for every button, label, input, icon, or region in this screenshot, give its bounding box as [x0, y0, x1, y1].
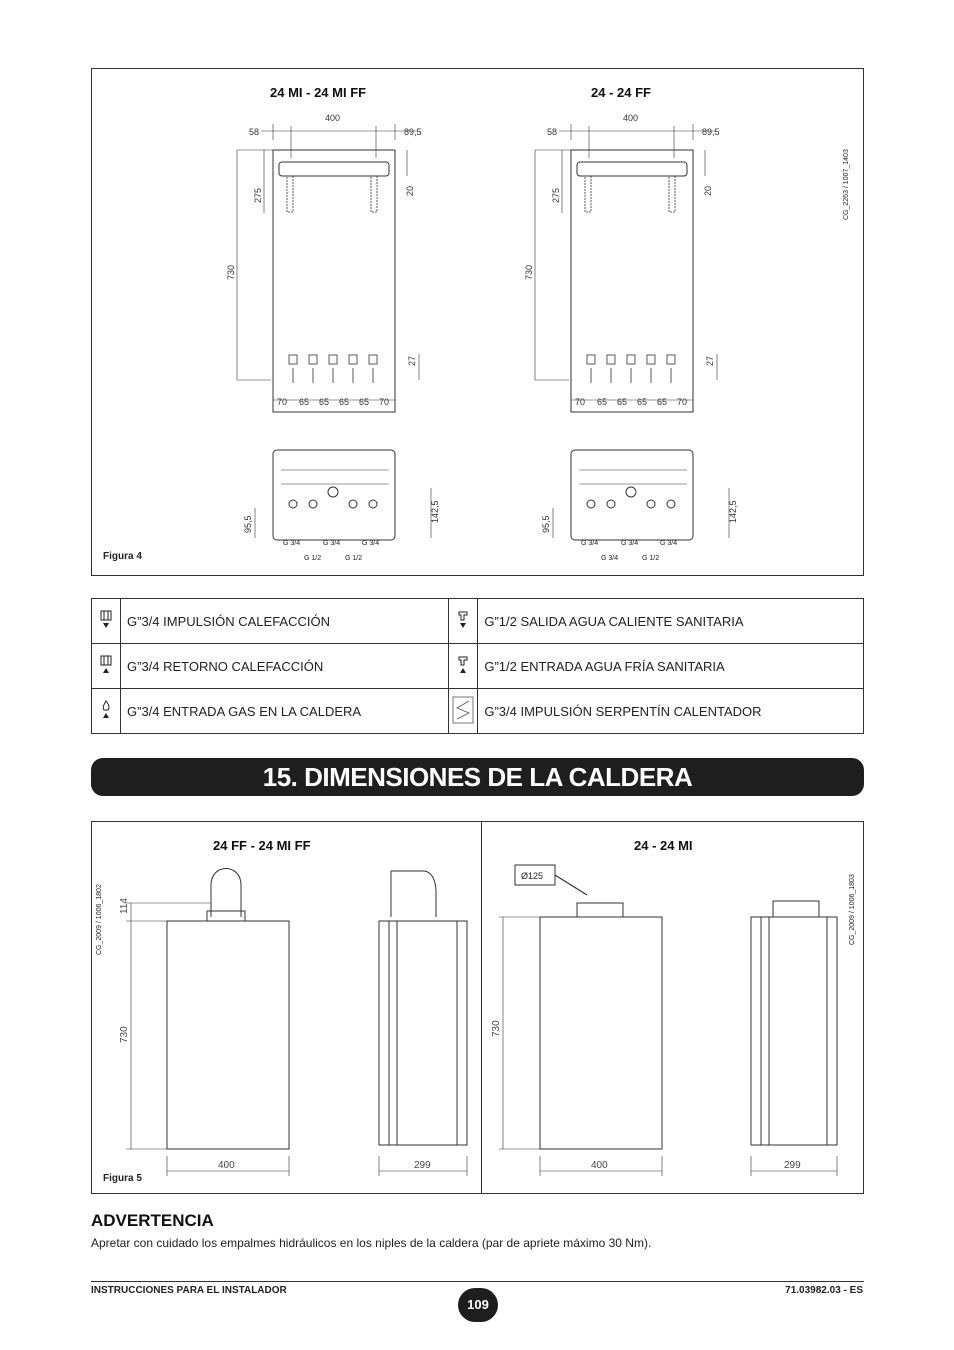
- conn-right-top-2: G 3/4: [621, 540, 639, 547]
- figure-5-drawings: [91, 821, 864, 1194]
- dim-275-left: 275: [253, 187, 263, 203]
- dim-400-left: 400: [325, 113, 341, 123]
- conn-left-top-3: G 3/4: [362, 540, 380, 547]
- dim-114: 114: [119, 898, 130, 914]
- figure-5-right-title: 24 - 24 MI: [634, 838, 693, 853]
- dim-89-left: 89,5: [404, 127, 422, 137]
- dim-955-right: 95,5: [541, 515, 551, 533]
- dim-diameter-125: Ø125: [521, 871, 544, 881]
- dim-58-right: 58: [547, 127, 558, 137]
- conn-right-top-3: G 3/4: [660, 540, 678, 547]
- conn-right-bottom-1: G 3/4: [601, 555, 619, 562]
- legend-label: G”3/4 ENTRADA GAS EN LA CALDERA: [121, 689, 449, 734]
- dim-299-left: 299: [414, 1160, 431, 1171]
- dim-65-b-right: 65: [617, 397, 628, 407]
- dim-20-right: 20: [703, 185, 713, 196]
- dim-730-left: 730: [119, 1026, 130, 1043]
- conn-left-top-1: G 3/4: [283, 540, 301, 547]
- dim-65-c-left: 65: [339, 397, 350, 407]
- dim-730-right: 730: [524, 264, 534, 280]
- legend-row: [92, 599, 864, 644]
- dim-65-a-right: 65: [597, 397, 608, 407]
- dim-299-right: 299: [784, 1160, 801, 1171]
- legend-label: G”1/2 ENTRADA AGUA FRÍA SANITARIA: [478, 644, 864, 689]
- dim-65-b-left: 65: [319, 397, 330, 407]
- dim-1425-right: 142,5: [728, 500, 738, 523]
- dim-27-right: 27: [705, 355, 715, 366]
- section-title-banner: 15. DIMENSIONES DE LA CALDERA: [91, 758, 864, 796]
- cold-tap-icon: [449, 644, 478, 689]
- dim-730-left: 730: [226, 264, 236, 280]
- dim-275-right: 275: [551, 187, 561, 203]
- dim-400-left: 400: [218, 1160, 235, 1171]
- dim-20-left: 20: [405, 185, 415, 196]
- dim-58-left: 58: [249, 127, 260, 137]
- legend-row: [92, 689, 864, 734]
- legend-label: G”1/2 SALIDA AGUA CALIENTE SANITARIA: [478, 599, 864, 644]
- dim-955-left: 95,5: [243, 515, 253, 533]
- dim-1425-left: 142,5: [430, 500, 440, 523]
- advertencia-heading: ADVERTENCIA: [91, 1211, 214, 1230]
- figure-4-left-title: 24 MI - 24 MI FF: [270, 85, 367, 100]
- figure-5-caption: Figura 5: [103, 1173, 142, 1184]
- dim-730-right: 730: [491, 1020, 502, 1037]
- conn-right-bottom-2: G 1/2: [642, 555, 660, 562]
- radiator-out-icon: [92, 599, 121, 644]
- legend-row: [92, 644, 864, 689]
- hot-tap-icon: [449, 599, 478, 644]
- dim-400-right: 400: [623, 113, 639, 123]
- dim-70-b-right: 70: [677, 397, 688, 407]
- dim-400-right: 400: [591, 1160, 608, 1171]
- dim-70-a-right: 70: [575, 397, 586, 407]
- figure-5-left-code: CG_2009 / 1006_1802: [96, 884, 103, 955]
- radiator-in-icon: [92, 644, 121, 689]
- figure-4-drawing-code: CG_2263 / 1007_1403: [843, 149, 850, 220]
- conn-left-bottom-2: G 1/2: [345, 555, 363, 562]
- dim-65-d-right: 65: [657, 397, 668, 407]
- figure-4-drawings: [91, 68, 864, 576]
- dim-27-left: 27: [407, 355, 417, 366]
- figure-4-right-title: 24 - 24 FF: [591, 85, 651, 100]
- figure-5-right-code: CG_2009 / 1006_1803: [849, 874, 856, 945]
- footer-divider: [91, 1281, 864, 1282]
- conn-left-bottom-1: G 1/2: [304, 555, 322, 562]
- dim-89-right: 89,5: [702, 127, 720, 137]
- dim-65-a-left: 65: [299, 397, 310, 407]
- dim-65-c-right: 65: [637, 397, 648, 407]
- footer-doc-code: 71.03982.03 - ES: [785, 1285, 863, 1296]
- dim-70-b-left: 70: [379, 397, 390, 407]
- legend-label: G”3/4 RETORNO CALEFACCIÓN: [121, 644, 449, 689]
- dim-70-a-left: 70: [277, 397, 288, 407]
- page-number-badge: 109: [458, 1288, 498, 1322]
- figure-5-left-title: 24 FF - 24 MI FF: [213, 838, 311, 853]
- gas-flame-icon: [92, 689, 121, 734]
- dim-65-d-left: 65: [359, 397, 370, 407]
- legend-label: G”3/4 IMPULSIÓN SERPENTÍN CALENTADOR: [478, 689, 864, 734]
- advertencia-text: Apretar con cuidado los empalmes hidráulicos en los niples de la caldera (par de apriete máximo 30 Nm).: [91, 1236, 652, 1250]
- figure-4-caption: Figura 4: [103, 551, 142, 562]
- conn-left-top-2: G 3/4: [323, 540, 341, 547]
- coil-icon: [449, 689, 478, 734]
- conn-right-top-1: G 3/4: [581, 540, 599, 547]
- connection-legend-table: [91, 598, 864, 734]
- footer-doc-title: INSTRUCCIONES PARA EL INSTALADOR: [91, 1285, 287, 1296]
- legend-label: G”3/4 IMPULSIÓN CALEFACCIÓN: [121, 599, 449, 644]
